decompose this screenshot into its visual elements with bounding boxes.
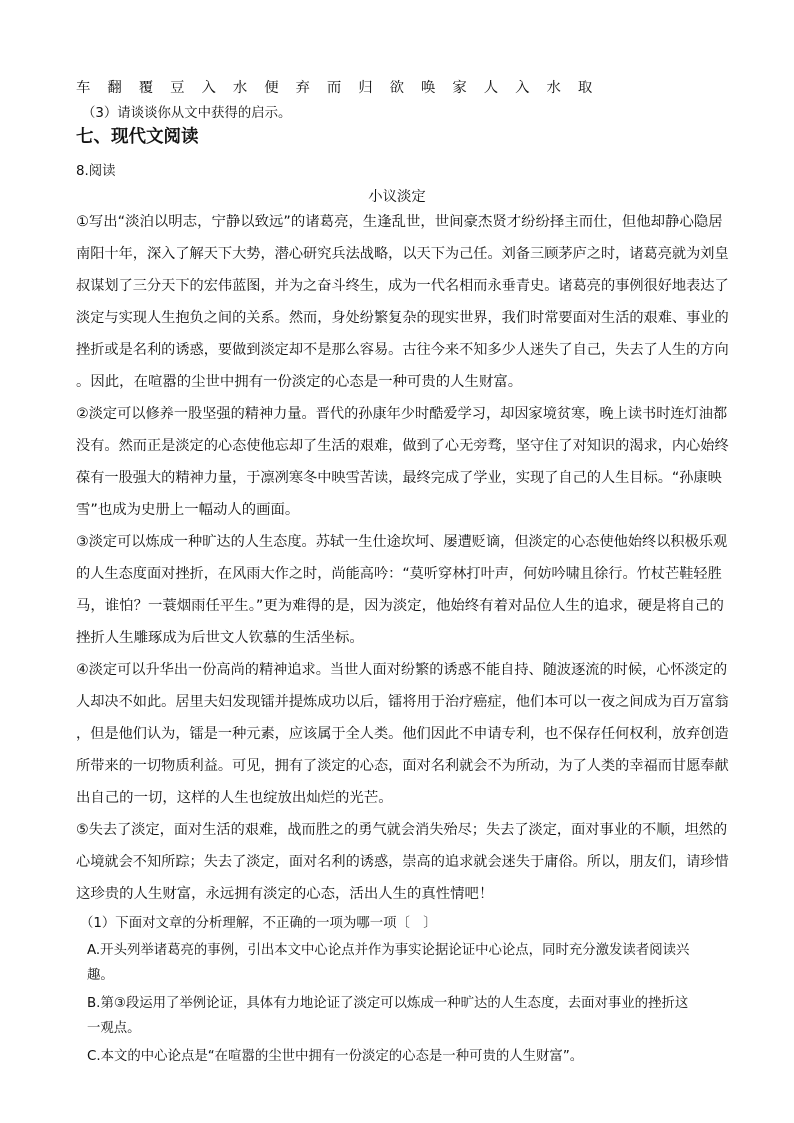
paragraph-line: 淡定与实现人生抱负之间的关系。然而，身处纷繁复杂的现实世界，我们时常要面对生活的艰难、事业的 <box>76 310 729 326</box>
paragraph-line: 葆有一股强大的精神力量，于凛冽寒冬中映雪苦读，最终完成了学业，实现了自己的人生目标。“孙康映 <box>76 470 722 486</box>
paragraph-line: 人却决不如此。居里夫妇发现镭并提炼成功以后，镭将用于治疗癌症，他们本可以一夜之间成为百万富翁 <box>76 694 729 710</box>
option-a-continued: 趣。 <box>87 968 114 983</box>
paragraph-line: 没有。然而正是淡定的心态使他忘却了生活的艰难，做到了心无旁骛，坚守住了对知识的渴求，内心始终 <box>76 438 729 454</box>
essay-title: 小议淡定 <box>368 189 426 205</box>
classical-text-line: 车 翻 覆 豆 入 水 便 弃 而 归 欲 唤 家 人 入 水 取 <box>76 80 599 96</box>
paragraph-line: 的人生态度面对挫折，在风雨大作之时，尚能高吟：“莫听穿林打叶声，何妨吟啸且徐行。竹杖芒鞋轻胜 <box>76 566 722 582</box>
paragraph-line: 出自己的一切，这样的人生也绽放出灿烂的光芒。 <box>76 790 393 806</box>
option-b-continued: 一观点。 <box>87 1021 141 1036</box>
paragraph-line: 心境就会不知所踪；失去了淡定，面对名利的诱惑，崇高的追求就会迷失于庸俗。所以，朋友们，请珍惜 <box>76 854 729 870</box>
paragraph-line: 马，谁怕？一蓑烟雨任平生。”更为难得的是，因为淡定，他始终有着对品位人生的追求，硬是将自己的 <box>76 598 724 614</box>
paragraph-line: 。因此，在喧嚣的尘世中拥有一份淡定的心态是一种可贵的人生财富。 <box>76 374 523 390</box>
option-b: B.第③段运用了举例论证，具体有力地论证了淡定可以炼成一种旷达的人生态度，去面对事业的挫折这 <box>87 996 689 1011</box>
option-a: A.开头列举诸葛亮的事例，引出本文中心论点并作为事实论据论证中心论点，同时充分激发读者阅读兴 <box>87 943 690 958</box>
paragraph-line: 这珍贵的人生财富，永远拥有淡定的心态，活出人生的真性情吧！ <box>76 886 494 902</box>
question-number: 8.阅读 <box>76 164 116 179</box>
paragraph-line: 挫折人生雕琢成为后世文人钦慕的生活坐标。 <box>76 630 364 646</box>
paragraph-line: ①写出“淡泊以明志，宁静以致远”的诸葛亮，生逢乱世，世间豪杰贤才纷纷择主而仕，但他却静心隐居 <box>76 214 723 230</box>
paragraph-line: 挫折或是名利的诱惑，要做到淡定却不是那么容易。古往今来不知多少人迷失了自己，失去了人生的方向 <box>76 342 729 358</box>
option-c: C.本文的中心论点是“在喧嚣的尘世中拥有一份淡定的心态是一种可贵的人生财富”。 <box>87 1049 584 1064</box>
paragraph-line: ，但是他们认为，镭是一种元素，应该属于全人类。他们因此不申请专利，也不保存任何权利，放弃创造 <box>76 726 729 742</box>
question-1: （1）下面对文章的分析理解，不正确的一项为哪一项〔 〕 <box>80 916 437 931</box>
paragraph-line: ⑤失去了淡定，面对生活的艰难，战而胜之的勇气就会消失殆尽；失去了淡定，面对事业的不顺，坦然的 <box>76 822 728 838</box>
paragraph-line: ③淡定可以炼成一种旷达的人生态度。苏轼一生仕途坎坷、屡遭贬谪，但淡定的心态使他始终以积极乐观 <box>76 534 728 550</box>
section-heading: 七、现代文阅读 <box>76 127 199 147</box>
paragraph-line: ④淡定可以升华出一份高尚的精神追求。当世人面对纷繁的诱惑不能自持、随波逐流的时候，心怀淡定的 <box>76 662 728 678</box>
paragraph-line: 叔谋划了三分天下的宏伟蓝图，并为之奋斗终生，成为一代名相而永垂青史。诸葛亮的事例很好地表达了 <box>76 278 729 294</box>
paragraph-line: 南阳十年，深入了解天下大势，潜心研究兵法战略，以天下为己任。刘备三顾茅庐之时，诸葛亮就为刘皇 <box>76 246 729 262</box>
paragraph-line: 雪”也成为史册上一幅动人的画面。 <box>76 502 300 518</box>
question-3: （3）请谈谈你从文中获得的启示。 <box>82 106 292 121</box>
paragraph-line: ②淡定可以修养一股坚强的精神力量。晋代的孙康年少时酷爱学习，却因家境贫寒，晚上读书时连灯油都 <box>76 406 728 422</box>
paragraph-line: 所带来的一切物质利益。可见，拥有了淡定的心态，面对名利就会不为所动，为了人类的幸福而甘愿奉献 <box>76 758 729 774</box>
